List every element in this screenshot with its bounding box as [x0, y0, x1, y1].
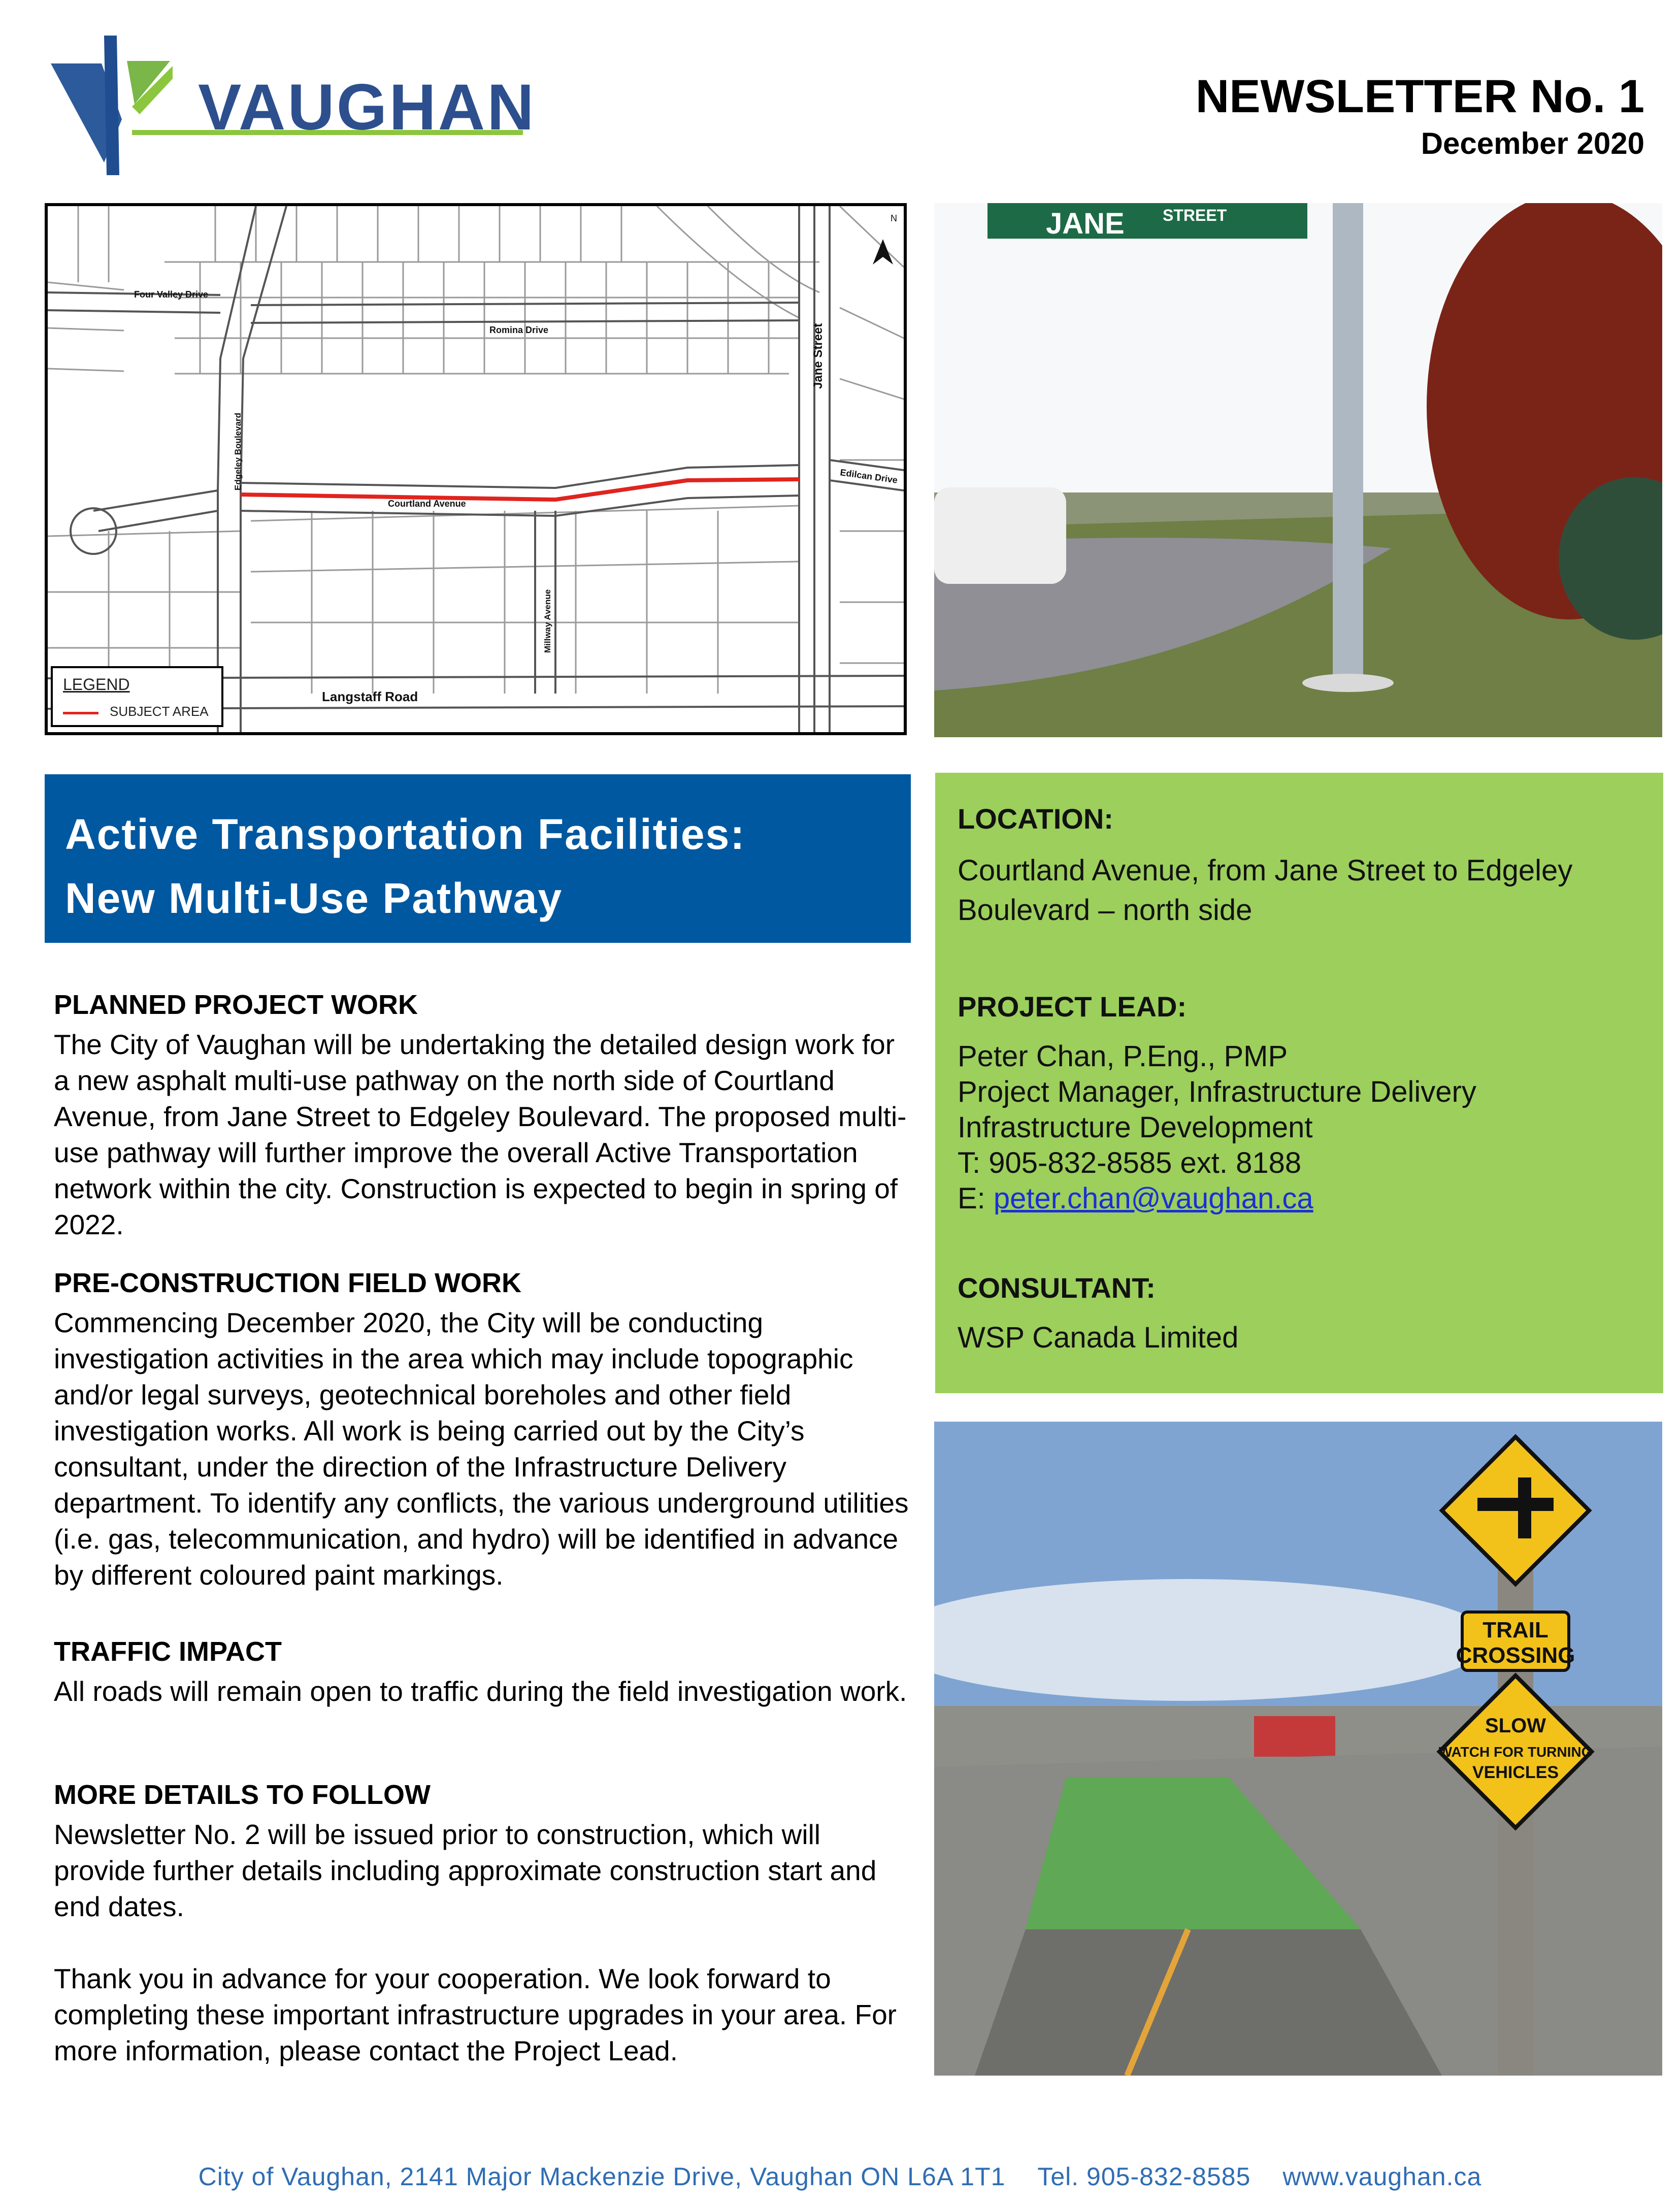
map-drawing	[48, 206, 904, 732]
legend-subject-line	[63, 712, 98, 714]
logo-pillar	[104, 36, 119, 175]
label-edilcan: Edilcan Drive	[839, 467, 899, 485]
lead-title: Project Manager, Infrastructure Delivery	[958, 1075, 1476, 1108]
bike-sign-vertical-bar	[1518, 1477, 1531, 1538]
map-roads	[48, 206, 904, 732]
planned-work-heading: PLANNED PROJECT WORK	[54, 990, 418, 1020]
location-text: Courtland Avenue, from Jane Street to Edgeley Boulevard – north side	[958, 854, 1573, 927]
traffic-impact-heading: TRAFFIC IMPACT	[54, 1636, 282, 1667]
bike-sign-cross-bar	[1477, 1498, 1554, 1511]
street-sign-main: JANE	[1046, 207, 1125, 240]
newsletter-date: December 2020	[1421, 126, 1644, 160]
label-millway: Millway Avenue	[543, 589, 552, 653]
street-sign	[987, 203, 1307, 239]
newsletter-title: NEWSLETTER No. 1	[1195, 71, 1644, 122]
trail-sign-line2: CROSSING	[1456, 1643, 1575, 1668]
consultant-text: WSP Canada Limited	[958, 1321, 1239, 1354]
label-courtland: Courtland Avenue	[388, 499, 466, 509]
consultant-heading: CONSULTANT:	[958, 1272, 1156, 1304]
logo-wordmark: VAUGHAN	[198, 71, 536, 144]
project-lead-heading: PROJECT LEAD:	[958, 991, 1187, 1023]
lead-name: Peter Chan, P.Eng., PMP	[958, 1040, 1288, 1073]
asphalt-path	[975, 1929, 1442, 2076]
planned-work-text: The City of Vaughan will be undertaking the detailed design work for a new asphalt multi-use pathway on the north side of Courtland Avenue, from Jane Street to Edgeley Boulevard. The proposed multi-use pathway will further improve the overall Active Transportation network within the city. Construction is expected to begin in spring of 2022.	[54, 1029, 907, 1240]
label-four-valley: Four Valley Drive	[134, 289, 209, 300]
pre-construction-text: Commencing December 2020, the City will be conducting investigation activities in the area which may include topographic and/or legal surveys, geotechnical boreholes and other field investigation works. All work is being carried out by the City’s consultant, under the direction of the Infrastructure Delivery department. To identify any conflicts, the various underground utilities (i.e. gas, telecommunication, and hydro) will be identified in advance by different coloured paint markings.	[54, 1307, 909, 1591]
label-langstaff: Langstaff Road	[322, 689, 418, 704]
slow-sign-line1: SLOW	[1485, 1715, 1546, 1737]
label-jane: Jane Street	[811, 323, 825, 389]
footer-website[interactable]: www.vaughan.ca	[1282, 2162, 1482, 2191]
north-label: N	[891, 213, 897, 223]
trail-crossing-photo	[934, 1422, 1662, 2076]
lead-email-link[interactable]: peter.chan@vaughan.ca	[993, 1182, 1313, 1215]
traffic-impact-text: All roads will remain open to traffic during the field investigation work.	[54, 1675, 907, 1707]
legend-title: LEGEND	[63, 675, 130, 694]
lead-department: Infrastructure Development	[958, 1111, 1313, 1144]
north-arrow	[873, 239, 893, 265]
label-edgeley: Edgeley Boulevard	[233, 412, 243, 490]
trail-sign-line1: TRAIL	[1483, 1618, 1549, 1642]
map-labels	[134, 213, 898, 704]
lead-email-row	[958, 1181, 1313, 1217]
lead-email-prefix: E:	[958, 1182, 994, 1215]
red-building	[1254, 1716, 1335, 1757]
street-sign-sub: STREET	[1163, 206, 1227, 224]
thank-you-text: Thank you in advance for your cooperation. We look forward to completing these important infrastructure upgrades in your area. For more information, please contact the Project Lead.	[54, 1963, 897, 2066]
footer-address: City of Vaughan, 2141 Major Mackenzie Drive, Vaughan ON L6A 1T1	[198, 2162, 1006, 2191]
legend-label: SUBJECT AREA	[110, 704, 209, 719]
location-heading: LOCATION:	[958, 803, 1113, 835]
sign-pole	[1333, 203, 1363, 680]
map-lot-lines	[48, 206, 904, 694]
slow-sign-line3: VEHICLES	[1472, 1763, 1559, 1782]
jane-street-photo	[934, 203, 1662, 737]
slow-sign-line2: WATCH FOR TURNING	[1438, 1744, 1593, 1760]
more-details-heading: MORE DETAILS TO FOLLOW	[54, 1780, 431, 1810]
white-van	[934, 487, 1066, 584]
banner-title-line1: Active Transportation Facilities:	[65, 810, 746, 858]
banner-title-line2: New Multi-Use Pathway	[65, 874, 563, 922]
footer-phone: Tel. 905-832-8585	[1037, 2162, 1251, 2191]
footer	[0, 2162, 1680, 2191]
more-details-text: Newsletter No. 2 will be issued prior to construction, which will provide further details including approximate construction start and end dates.	[54, 1819, 877, 1922]
banner-title	[65, 802, 908, 930]
pre-construction-heading: PRE-CONSTRUCTION FIELD WORK	[54, 1268, 521, 1298]
lead-phone: T: 905-832-8585 ext. 8188	[958, 1146, 1302, 1179]
pole-base	[1302, 674, 1394, 692]
label-romina: Romina Drive	[489, 325, 549, 335]
location-map	[45, 203, 907, 735]
